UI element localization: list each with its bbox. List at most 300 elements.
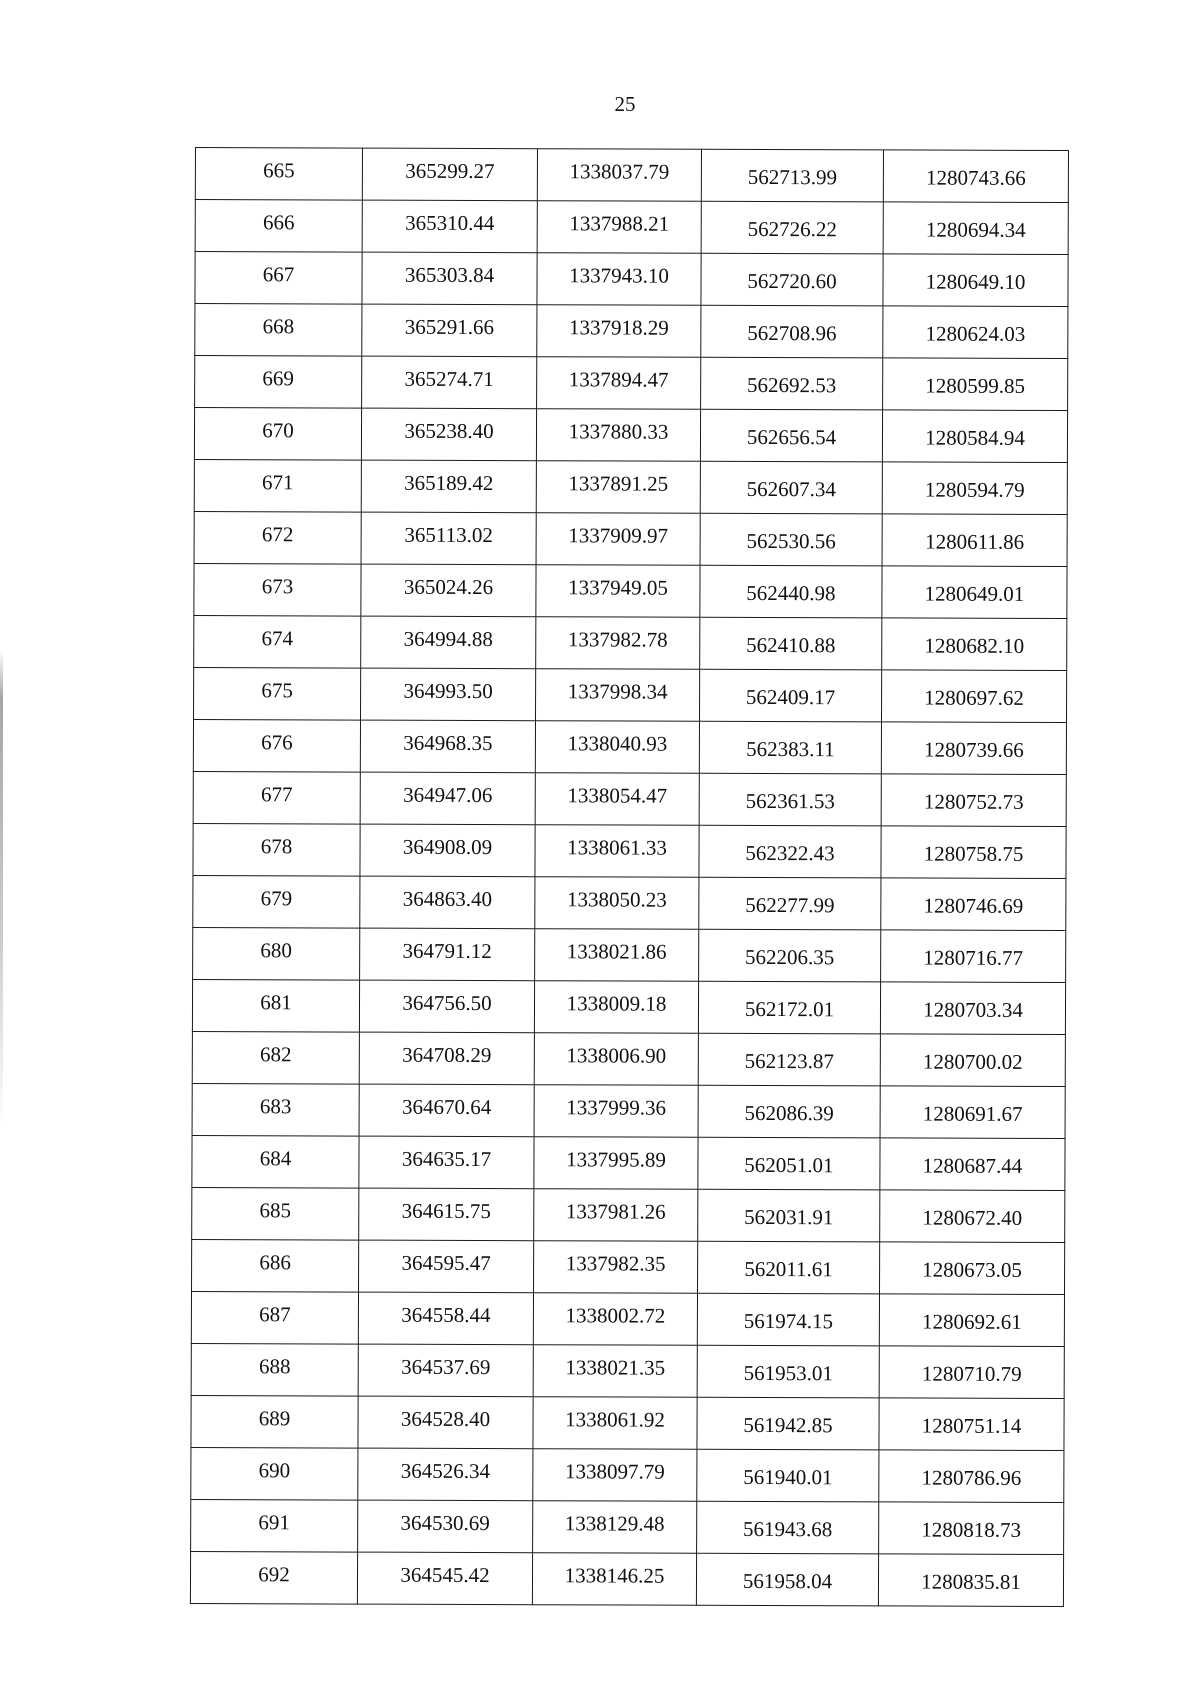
cell-value: 364863.40 — [402, 886, 493, 912]
cell-value: 1338009.18 — [566, 991, 667, 1016]
cell-value: 1280743.66 — [925, 165, 1026, 190]
cell-value: 679 — [260, 886, 293, 911]
table-cell — [882, 618, 1067, 671]
table-cell — [535, 929, 699, 982]
table-cell — [192, 1187, 359, 1240]
table-row — [194, 667, 1067, 722]
table-cell — [879, 1346, 1064, 1399]
table-cell — [533, 1397, 697, 1450]
cell-value: 1338097.79 — [564, 1459, 665, 1484]
cell-value: 1337918.29 — [568, 315, 669, 340]
cell-value: 1338146.25 — [564, 1563, 665, 1588]
table-cell — [700, 565, 882, 618]
table-cell — [699, 825, 881, 878]
table-cell — [193, 927, 360, 980]
cell-value: 562713.99 — [747, 164, 838, 190]
cell-value: 1280691.67 — [922, 1101, 1023, 1126]
table-cell — [882, 566, 1067, 619]
table-row — [194, 511, 1067, 566]
cell-value: 1280611.86 — [925, 529, 1025, 554]
table-row — [193, 927, 1066, 982]
cell-value: 562361.53 — [745, 788, 835, 814]
table-cell — [194, 408, 361, 461]
cell-value: 680 — [260, 938, 292, 963]
cell-value: 685 — [259, 1198, 292, 1223]
cell-value: 1337998.34 — [567, 679, 668, 704]
cell-value: 1280710.79 — [921, 1361, 1022, 1386]
table-cell — [698, 1241, 880, 1294]
table-cell — [881, 670, 1066, 723]
table-cell — [193, 875, 360, 928]
table-cell — [535, 669, 699, 722]
table-cell — [537, 253, 701, 306]
table-cell — [190, 1551, 357, 1604]
cell-value: 674 — [261, 626, 294, 651]
cell-value: 365299.27 — [405, 158, 495, 184]
cell-value: 666 — [262, 210, 295, 235]
table-cell — [537, 305, 701, 358]
table-cell — [534, 1241, 698, 1294]
table-cell — [537, 201, 701, 254]
cell-value: 1280697.62 — [924, 685, 1024, 710]
table-cell — [195, 304, 362, 357]
table-cell — [358, 1396, 533, 1449]
cell-value: 364558.44 — [401, 1302, 491, 1328]
table-cell — [699, 929, 881, 982]
table-cell — [195, 200, 362, 253]
cell-value: 562726.22 — [747, 216, 837, 242]
table-cell — [535, 721, 699, 774]
table-cell — [536, 565, 700, 618]
table-row — [193, 823, 1066, 878]
cell-value: 364994.88 — [403, 626, 493, 652]
cell-value: 691 — [258, 1510, 290, 1535]
cell-value: 1337982.35 — [565, 1251, 666, 1276]
cell-value: 1280700.02 — [922, 1049, 1023, 1074]
cell-value: 364530.69 — [400, 1510, 490, 1536]
table-cell — [880, 1086, 1065, 1139]
table-cell — [361, 564, 536, 617]
table-cell — [698, 1085, 880, 1138]
table-row — [194, 459, 1067, 514]
table-cell — [191, 1395, 358, 1448]
cell-value: 692 — [258, 1562, 290, 1587]
cell-value: 1280649.01 — [924, 581, 1025, 606]
cell-value: 1280672.40 — [922, 1205, 1023, 1230]
cell-value: 1280835.81 — [921, 1569, 1021, 1594]
table-row — [194, 615, 1067, 670]
cell-value: 688 — [258, 1354, 291, 1379]
table-row — [195, 252, 1068, 307]
table-cell — [361, 668, 536, 721]
cell-value: 1337894.47 — [568, 367, 669, 392]
table-cell — [883, 150, 1068, 203]
cell-value: 562607.34 — [746, 476, 836, 502]
cell-value: 365303.84 — [404, 262, 495, 288]
table-cell — [358, 1344, 533, 1397]
cell-value: 1338050.23 — [566, 887, 667, 912]
table-cell — [195, 252, 362, 305]
table-row — [192, 1083, 1065, 1138]
table-cell — [535, 773, 699, 826]
table-cell — [361, 460, 536, 513]
coordinate-table — [190, 147, 1069, 1607]
table-cell — [879, 1398, 1064, 1451]
cell-value: 1280649.10 — [925, 269, 1026, 294]
table-cell — [882, 462, 1067, 515]
table-cell — [194, 511, 361, 564]
table-cell — [878, 1554, 1063, 1607]
table-cell — [699, 721, 881, 774]
table-cell — [701, 253, 883, 306]
cell-value: 1337981.26 — [565, 1199, 666, 1224]
cell-value: 562383.11 — [746, 736, 835, 762]
cell-value: 1338129.48 — [564, 1511, 665, 1536]
cell-value: 1280692.61 — [921, 1309, 1022, 1334]
cell-value: 1280703.34 — [923, 997, 1023, 1022]
cell-value: 1337995.89 — [566, 1147, 666, 1172]
cell-value: 562409.17 — [745, 684, 836, 710]
table-cell — [700, 461, 882, 514]
table-cell — [193, 823, 360, 876]
table-cell — [192, 979, 359, 1032]
cell-value: 1280694.34 — [925, 217, 1026, 242]
cell-value: 1338002.72 — [565, 1303, 666, 1328]
table-cell — [360, 876, 535, 929]
cell-value: 1280599.85 — [925, 373, 1026, 398]
table-cell — [192, 1239, 359, 1292]
cell-value: 671 — [262, 470, 294, 495]
table-cell — [881, 774, 1066, 827]
table-row — [193, 875, 1066, 930]
table-cell — [883, 306, 1068, 359]
cell-value: 1338061.92 — [565, 1407, 665, 1432]
table-row — [192, 1187, 1065, 1242]
cell-value: 1338061.33 — [567, 835, 667, 860]
table-row — [192, 1031, 1065, 1086]
table-cell — [881, 930, 1066, 983]
table-cell — [191, 1447, 358, 1500]
table-cell — [360, 824, 535, 877]
table-cell — [881, 722, 1066, 775]
cell-value: 1337943.10 — [569, 263, 669, 288]
cell-value: 562720.60 — [747, 268, 837, 294]
table-row — [193, 771, 1066, 826]
cell-value: 364708.29 — [402, 1042, 492, 1068]
table-cell — [361, 512, 536, 565]
table-cell — [699, 669, 881, 722]
table-cell — [194, 667, 361, 720]
table-cell — [879, 1294, 1064, 1347]
table-cell — [699, 877, 881, 930]
table-row — [191, 1291, 1064, 1346]
table-cell — [362, 200, 537, 253]
cell-value: 1338037.79 — [569, 159, 670, 184]
cell-value: 678 — [260, 834, 293, 859]
page-number: 25 — [614, 92, 636, 116]
cell-value: 1338006.90 — [566, 1043, 667, 1068]
table-cell — [883, 202, 1068, 255]
cell-value: 683 — [259, 1094, 292, 1119]
cell-value: 562011.61 — [744, 1256, 833, 1282]
cell-value: 562322.43 — [745, 840, 835, 866]
cell-value: 562440.98 — [746, 580, 836, 606]
table-row — [195, 148, 1068, 203]
cell-value: 562656.54 — [746, 424, 837, 450]
scan-edge-shadow — [0, 650, 3, 1130]
table-row — [191, 1395, 1064, 1450]
cell-value: 682 — [260, 1042, 292, 1067]
cell-value: 677 — [260, 782, 293, 807]
table-cell — [362, 356, 537, 409]
table-cell — [534, 1137, 698, 1190]
table-row — [195, 200, 1068, 255]
table-cell — [701, 201, 883, 254]
table-cell — [701, 149, 883, 202]
cell-value: 1280739.66 — [923, 737, 1024, 762]
table-cell — [697, 1293, 879, 1346]
cell-value: 562123.87 — [744, 1048, 834, 1074]
table-cell — [879, 1450, 1064, 1503]
table-cell — [697, 1501, 879, 1554]
table-cell — [881, 826, 1066, 879]
cell-value: 364528.40 — [400, 1406, 491, 1432]
table-cell — [193, 771, 360, 824]
table-cell — [358, 1448, 533, 1501]
table-cell — [195, 356, 362, 409]
table-cell — [362, 148, 537, 201]
table-cell — [696, 1553, 878, 1606]
cell-value: 562708.96 — [747, 320, 837, 346]
cell-value: 364526.34 — [400, 1458, 491, 1484]
cell-value: 1280716.77 — [923, 945, 1024, 970]
cell-value: 687 — [259, 1302, 291, 1327]
table-cell — [533, 1345, 697, 1398]
table-cell — [193, 719, 360, 772]
table-cell — [883, 254, 1068, 307]
cell-value: 1280594.79 — [924, 477, 1025, 502]
cell-value: 1337999.36 — [566, 1095, 667, 1120]
table-cell — [536, 409, 700, 462]
cell-value: 561953.01 — [743, 1360, 833, 1386]
table-cell — [358, 1292, 533, 1345]
cell-value: 676 — [261, 730, 293, 755]
table-cell — [533, 1293, 697, 1346]
cell-value: 1280682.10 — [924, 633, 1025, 658]
table-cell — [191, 1499, 358, 1552]
cell-value: 364756.50 — [402, 990, 492, 1016]
cell-value: 684 — [259, 1146, 292, 1171]
table-cell — [194, 615, 361, 668]
cell-value: 1280758.75 — [923, 841, 1024, 866]
cell-value: 561940.01 — [743, 1464, 833, 1490]
table-cell — [359, 1084, 534, 1137]
table-cell — [533, 1501, 697, 1554]
table-row — [191, 1499, 1064, 1554]
table-cell — [701, 357, 883, 410]
table-cell — [880, 1138, 1065, 1191]
table-cell — [534, 1033, 698, 1086]
cell-value: 1337982.78 — [567, 627, 668, 652]
cell-value: 1280687.44 — [922, 1153, 1023, 1178]
table-cell — [361, 408, 536, 461]
cell-value: 365291.66 — [404, 314, 495, 340]
table-cell — [192, 1083, 359, 1136]
cell-value: 562530.56 — [746, 528, 836, 554]
table-cell — [879, 1502, 1064, 1555]
cell-value: 561974.15 — [743, 1308, 834, 1334]
table-cell — [882, 514, 1067, 567]
table-row — [190, 1551, 1063, 1606]
cell-value: 1338021.86 — [566, 939, 667, 964]
cell-value: 670 — [262, 418, 294, 443]
table-cell — [534, 1189, 698, 1242]
cell-value: 364545.42 — [400, 1562, 490, 1588]
cell-value: 1280584.94 — [925, 425, 1025, 450]
cell-value: 673 — [261, 574, 294, 599]
table-cell — [358, 1500, 533, 1553]
table-cell — [701, 305, 883, 358]
table-cell — [191, 1343, 358, 1396]
cell-value: 364537.69 — [401, 1354, 491, 1380]
table-cell — [191, 1291, 358, 1344]
table-cell — [700, 513, 882, 566]
cell-value: 686 — [259, 1250, 291, 1275]
cell-value: 364791.12 — [402, 938, 492, 964]
table-row — [192, 1239, 1065, 1294]
cell-value: 1337988.21 — [569, 211, 670, 236]
cell-value: 365274.71 — [404, 366, 494, 392]
cell-value: 365310.44 — [405, 210, 495, 236]
table-cell — [533, 1449, 697, 1502]
cell-value: 562172.01 — [744, 996, 835, 1022]
table-cell — [699, 773, 881, 826]
table-cell — [536, 617, 700, 670]
cell-value: 1280818.73 — [921, 1517, 1022, 1542]
cell-value: 675 — [261, 678, 293, 703]
cell-value: 562051.01 — [744, 1152, 834, 1178]
cell-value: 365238.40 — [404, 418, 494, 444]
cell-value: 562277.99 — [745, 892, 835, 918]
cell-value: 1337949.05 — [568, 575, 668, 600]
table-cell — [697, 1397, 879, 1450]
table-cell — [534, 981, 698, 1034]
cell-value: 562031.91 — [744, 1204, 834, 1230]
table-cell — [535, 825, 699, 878]
cell-value: 364993.50 — [403, 678, 493, 704]
table-cell — [534, 1085, 698, 1138]
table-cell — [537, 357, 701, 410]
table-cell — [360, 928, 535, 981]
cell-value: 364595.47 — [401, 1250, 491, 1276]
table-cell — [536, 513, 700, 566]
cell-value: 665 — [263, 158, 295, 183]
table-cell — [359, 980, 534, 1033]
table-cell — [697, 1449, 879, 1502]
table-cell — [697, 1345, 879, 1398]
table-cell — [700, 617, 882, 670]
table-row — [194, 408, 1067, 463]
table-cell — [532, 1553, 696, 1606]
cell-value: 561943.68 — [743, 1516, 833, 1542]
table-cell — [357, 1552, 532, 1605]
table-cell — [194, 459, 361, 512]
cell-value: 1338054.47 — [567, 783, 668, 808]
cell-value: 364968.35 — [403, 730, 493, 756]
cell-value: 561958.04 — [742, 1568, 833, 1594]
cell-value: 1337880.33 — [568, 419, 669, 444]
table-cell — [192, 1031, 359, 1084]
table-cell — [195, 148, 362, 201]
table-cell — [359, 1136, 534, 1189]
cell-value: 562692.53 — [747, 372, 837, 398]
table-cell — [880, 982, 1065, 1035]
table-cell — [362, 252, 537, 305]
table-cell — [360, 720, 535, 773]
cell-value: 667 — [262, 262, 295, 287]
cell-value: 681 — [260, 990, 292, 1015]
cell-value: 668 — [262, 314, 295, 339]
table-row — [192, 1135, 1065, 1190]
cell-value: 1280786.96 — [921, 1465, 1022, 1490]
table-row — [193, 719, 1066, 774]
cell-value: 1338021.35 — [565, 1355, 666, 1380]
table-cell — [536, 461, 700, 514]
cell-value: 690 — [258, 1458, 291, 1483]
table-cell — [359, 1188, 534, 1241]
cell-value: 365189.42 — [404, 470, 494, 496]
table-cell — [883, 358, 1068, 411]
table-cell — [194, 563, 361, 616]
cell-value: 562410.88 — [746, 632, 836, 658]
table-cell — [880, 1034, 1065, 1087]
cell-value: 364670.64 — [401, 1094, 492, 1120]
table-cell — [535, 877, 699, 930]
table-cell — [881, 878, 1066, 931]
table-cell — [362, 304, 537, 357]
cell-value: 1280746.69 — [923, 893, 1024, 918]
cell-value: 562206.35 — [745, 944, 835, 970]
table-cell — [880, 1190, 1065, 1243]
cell-value: 562086.39 — [744, 1100, 834, 1126]
table-row — [192, 979, 1065, 1034]
cell-value: 1280752.73 — [923, 789, 1024, 814]
cell-value: 1280624.03 — [925, 321, 1026, 346]
table-cell — [698, 1189, 880, 1242]
cell-value: 1280751.14 — [921, 1413, 1022, 1438]
cell-value: 1337891.25 — [568, 471, 669, 496]
table-cell — [880, 1242, 1065, 1295]
cell-value: 689 — [258, 1406, 291, 1431]
table-cell — [192, 1135, 359, 1188]
table-cell — [360, 772, 535, 825]
table-row — [195, 304, 1068, 359]
cell-value: 365024.26 — [403, 574, 494, 600]
cell-value: 364615.75 — [401, 1198, 491, 1224]
table-cell — [698, 1137, 880, 1190]
cell-value: 669 — [262, 366, 294, 391]
table-cell — [698, 981, 880, 1034]
table-cell — [537, 149, 701, 202]
table-cell — [700, 409, 882, 462]
table-row — [195, 356, 1068, 411]
table-row — [191, 1343, 1064, 1398]
table-cell — [359, 1240, 534, 1293]
cell-value: 561942.85 — [743, 1412, 833, 1438]
table-cell — [698, 1033, 880, 1086]
cell-value: 1337909.97 — [568, 523, 669, 548]
table-cell — [361, 616, 536, 669]
